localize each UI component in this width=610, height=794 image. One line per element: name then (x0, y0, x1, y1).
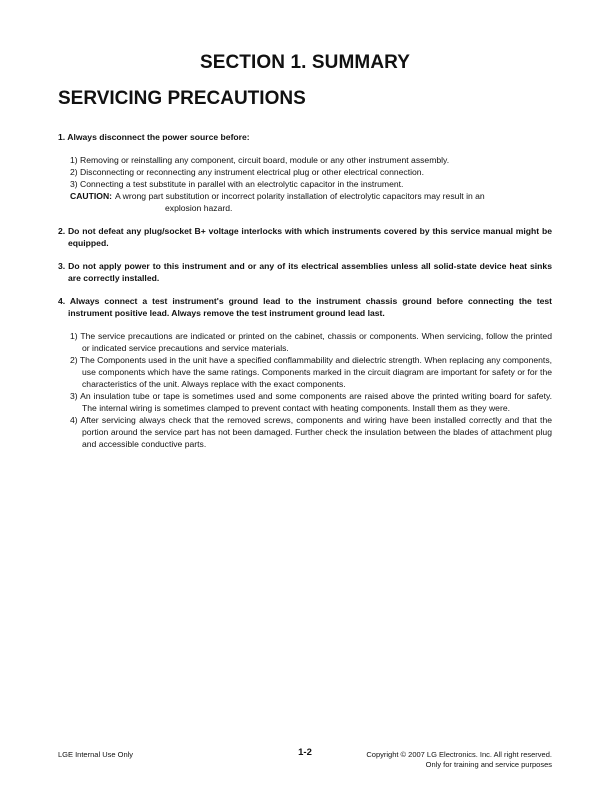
caution-text-line: A wrong part substitution or incorrect polarity installation of electrolytic capacitors may result in an (115, 191, 485, 201)
copyright-line: Copyright © 2007 LG Electronics. Inc. All right reserved. (366, 750, 552, 759)
page-title: SERVICING PRECAUTIONS (58, 88, 306, 109)
footer-copyright (366, 750, 552, 770)
precaution-subitem: 3) An insulation tube or tape is sometimes used and some components are raised above the printed writing board for safety. The internal wiring is sometimes clamped to prevent contact with heating components. Install them as they were. (70, 391, 552, 413)
caution-note (70, 190, 552, 214)
usage-line: Only for training and service purposes (425, 760, 552, 769)
caution-label: CAUTION: (70, 191, 113, 201)
precaution-heading: 4. Always connect a test instrument's ground lead to the instrument chassis ground before connecting the test instrument positive lead. Always remove the test instrument ground lead last. (58, 296, 552, 318)
footer-internal-use: LGE Internal Use Only (58, 750, 134, 759)
precaution-heading: 1. Always disconnect the power source before: (58, 132, 250, 142)
precaution-subitem: 4) After servicing always check that the removed screws, components and wiring have been installed correctly and that the portion around the service part has not been damaged. Further check the insulation between the blades of attachment plug and accessible conductive parts. (70, 415, 552, 449)
precautions-list (58, 131, 552, 461)
precaution-subitem: 2) The Components used in the unit have a specified conflammability and dielectric strength. When replacing any components, use components which have the same ratings. Components marked in the circuit diagram are important for safety or for the characteristics of the unit. Always replace with the exact components. (70, 355, 552, 389)
precaution-subitem: 2) Disconnecting or reconnecting any instrument electrical plug or other electrical connection. (70, 167, 424, 177)
precaution-item-2 (58, 225, 552, 249)
precaution-item-3 (58, 260, 552, 284)
precaution-heading: 3. Do not apply power to this instrument and or any of its electrical assemblies unless all solid-state device heat sinks are correctly installed. (58, 261, 552, 283)
caution-text (115, 190, 552, 214)
precaution-item-4 (58, 295, 552, 450)
precaution-item-1 (58, 131, 552, 214)
precaution-sublist (58, 154, 552, 214)
caution-text-line: explosion hazard. (165, 203, 233, 213)
page-number: 1-2 (298, 747, 312, 758)
precaution-heading: 2. Do not defeat any plug/socket B+ voltage interlocks with which instruments covered by this service manual might be equipped. (58, 226, 552, 248)
precaution-subitem: 3) Connecting a test substitute in parallel with an electrolytic capacitor in the instrument. (70, 179, 404, 189)
precaution-sublist (58, 330, 552, 450)
precaution-subitem: 1) The service precautions are indicated or printed on the cabinet, chassis or components. When servicing, follow the printed or indicated service precautions and service materials. (70, 331, 552, 353)
section-title: SECTION 1. SUMMARY (199, 52, 411, 73)
precaution-subitem: 1) Removing or reinstalling any component, circuit board, module or any other instrument assembly. (70, 155, 450, 165)
